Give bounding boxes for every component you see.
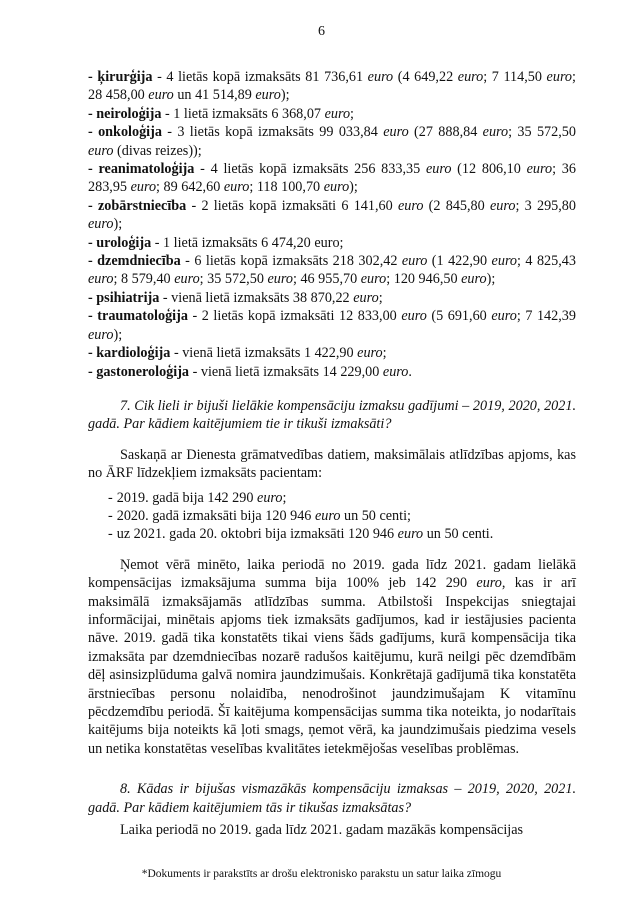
category-item: - kardioloģija - vienā lietā izmaksāts 1 422,90 euro;: [88, 345, 387, 362]
category-item: - uroloģija - 1 lietā izmaksāts 6 474,20 euro;: [88, 234, 344, 251]
category-item: - gastoneroloģija - vienā lietā izmaksāts 14 229,00 euro.: [88, 363, 412, 380]
category-item: - neiroloģija - 1 lietā izmaksāts 6 368,07 euro;: [88, 105, 354, 122]
category-name: dzemdniecība: [97, 253, 181, 270]
category-name: reanimatoloģija: [98, 161, 195, 178]
category-name: zobārstniecība: [97, 197, 187, 214]
category-name: onkoloģija: [98, 124, 162, 141]
document-body: [88, 68, 576, 839]
signature-footer: *Dokuments ir parakstīts ar drošu elektronisko parakstu un satur laika zīmogu: [141, 868, 502, 880]
answer-7-list: [88, 489, 576, 544]
category-item: - ķirurģija - 4 lietās kopā izmaksāts 81 736,61 euro (4 649,22 euro; 7 114,50 euro; 28 458,00 euro un 41 514,89 euro);: [88, 69, 576, 104]
category-list: [88, 68, 576, 381]
category-name: uroloģija: [96, 234, 152, 251]
question-7: 7. Cik lieli ir bijuši lielākie kompensāciju izmaksu gadījumi – 2019, 2020, 2021. gadā. Par kādiem kaitējumiem tie ir tikuši izmaksāti?: [88, 397, 576, 433]
answer-8-start: Laika periodā no 2019. gada līdz 2021. gadam mazākās kompensācijas: [120, 822, 524, 839]
answer-7-item: - 2020. gadā izmaksāti bija 120 946 euro un 50 centi;: [108, 507, 411, 524]
category-name: kardioloģija: [96, 345, 171, 362]
category-item: - zobārstniecība - 2 lietās kopā izmaksāti 6 141,60 euro (2 845,80 euro; 3 295,80 euro);: [88, 197, 576, 233]
main-paragraph: Ņemot vērā minēto, laika periodā no 2019. gada līdz 2021. gadam lielākā kompensācijas izmaksājuma summa bija 100% jeb 142 290 euro, kas ir arī maksimālā izmaksājamās atlīdzības summa. Atbilstoši Inspekcijas sniegtajai informācijai, minētais apjoms tiek izmaksāts gadījumos, kad ir iestājusies pacienta nāve. 2019. gadā tika konstatēts tikai viens šāds gadījums, kurā kompensācija tika izmaksāta par dzemdniecības nozarē radušos kaitējumu, kurā neilgi pēc dzemdībām dēļ asinsizplūduma galvā nomira jaundzimušais. Konkrētajā gadījumā tika konstatēta ārstniecības personu nolaidība, nenodrošinot jaundzimušajam K vitamīnu pēcdzemdību periodā. Šī kaitējuma kompensācijas summa tika noteikta, jo nodarītais kaitējums bija noteikts kā ļoti smags, ņemot vērā, ka jaundzimušais piedzima vesels un netika konstatētas veselības kvalitātes ietekmējošas veselības problēmas.: [88, 556, 576, 757]
question-8: 8. Kādas ir bijušas vismazākās kompensāciju izmaksas – 2019, 2020, 2021. gadā. Par kādiem kaitējumiem tās ir tikušas izmaksātas?: [88, 781, 576, 816]
category-item: - reanimatoloģija - 4 lietās kopā izmaksāts 256 833,35 euro (12 806,10 euro; 36 283,95 euro; 89 642,60 euro; 118 100,70 euro);: [88, 161, 576, 196]
category-name: psihiatrija: [96, 289, 160, 306]
category-item: - traumatoloģija - 2 lietās kopā izmaksāti 12 833,00 euro (5 691,60 euro; 7 142,39 euro);: [88, 308, 576, 343]
category-name: neiroloģija: [96, 105, 162, 122]
category-name: ķirurģija: [97, 69, 153, 85]
answer-7-intro: Saskaņā ar Dienesta grāmatvedības datiem, maksimālais atlīdzības apjoms, kas no ĀRF līdzekļiem izmaksāts pacientam:: [88, 446, 576, 482]
category-item: - dzemdniecība - 6 lietās kopā izmaksāts 218 302,42 euro (1 422,90 euro; 4 825,43 euro; 8 579,40 euro; 35 572,50 euro; 46 955,70 euro; 120 946,50 euro);: [88, 253, 576, 288]
category-item: - psihiatrija - vienā lietā izmaksāts 38 870,22 euro;: [88, 289, 383, 306]
answer-7-item: - uz 2021. gada 20. oktobri bija izmaksāti 120 946 euro un 50 centi.: [108, 526, 494, 543]
category-item: - onkoloģija - 3 lietās kopā izmaksāts 99 033,84 euro (27 888,84 euro; 35 572,50 euro (divas reizes));: [88, 124, 576, 159]
category-name: traumatoloģija: [97, 308, 188, 325]
answer-7-item: - 2019. gadā bija 142 290 euro;: [108, 489, 287, 506]
page-number: 6: [318, 24, 325, 39]
category-name: gastoneroloģija: [96, 363, 190, 380]
